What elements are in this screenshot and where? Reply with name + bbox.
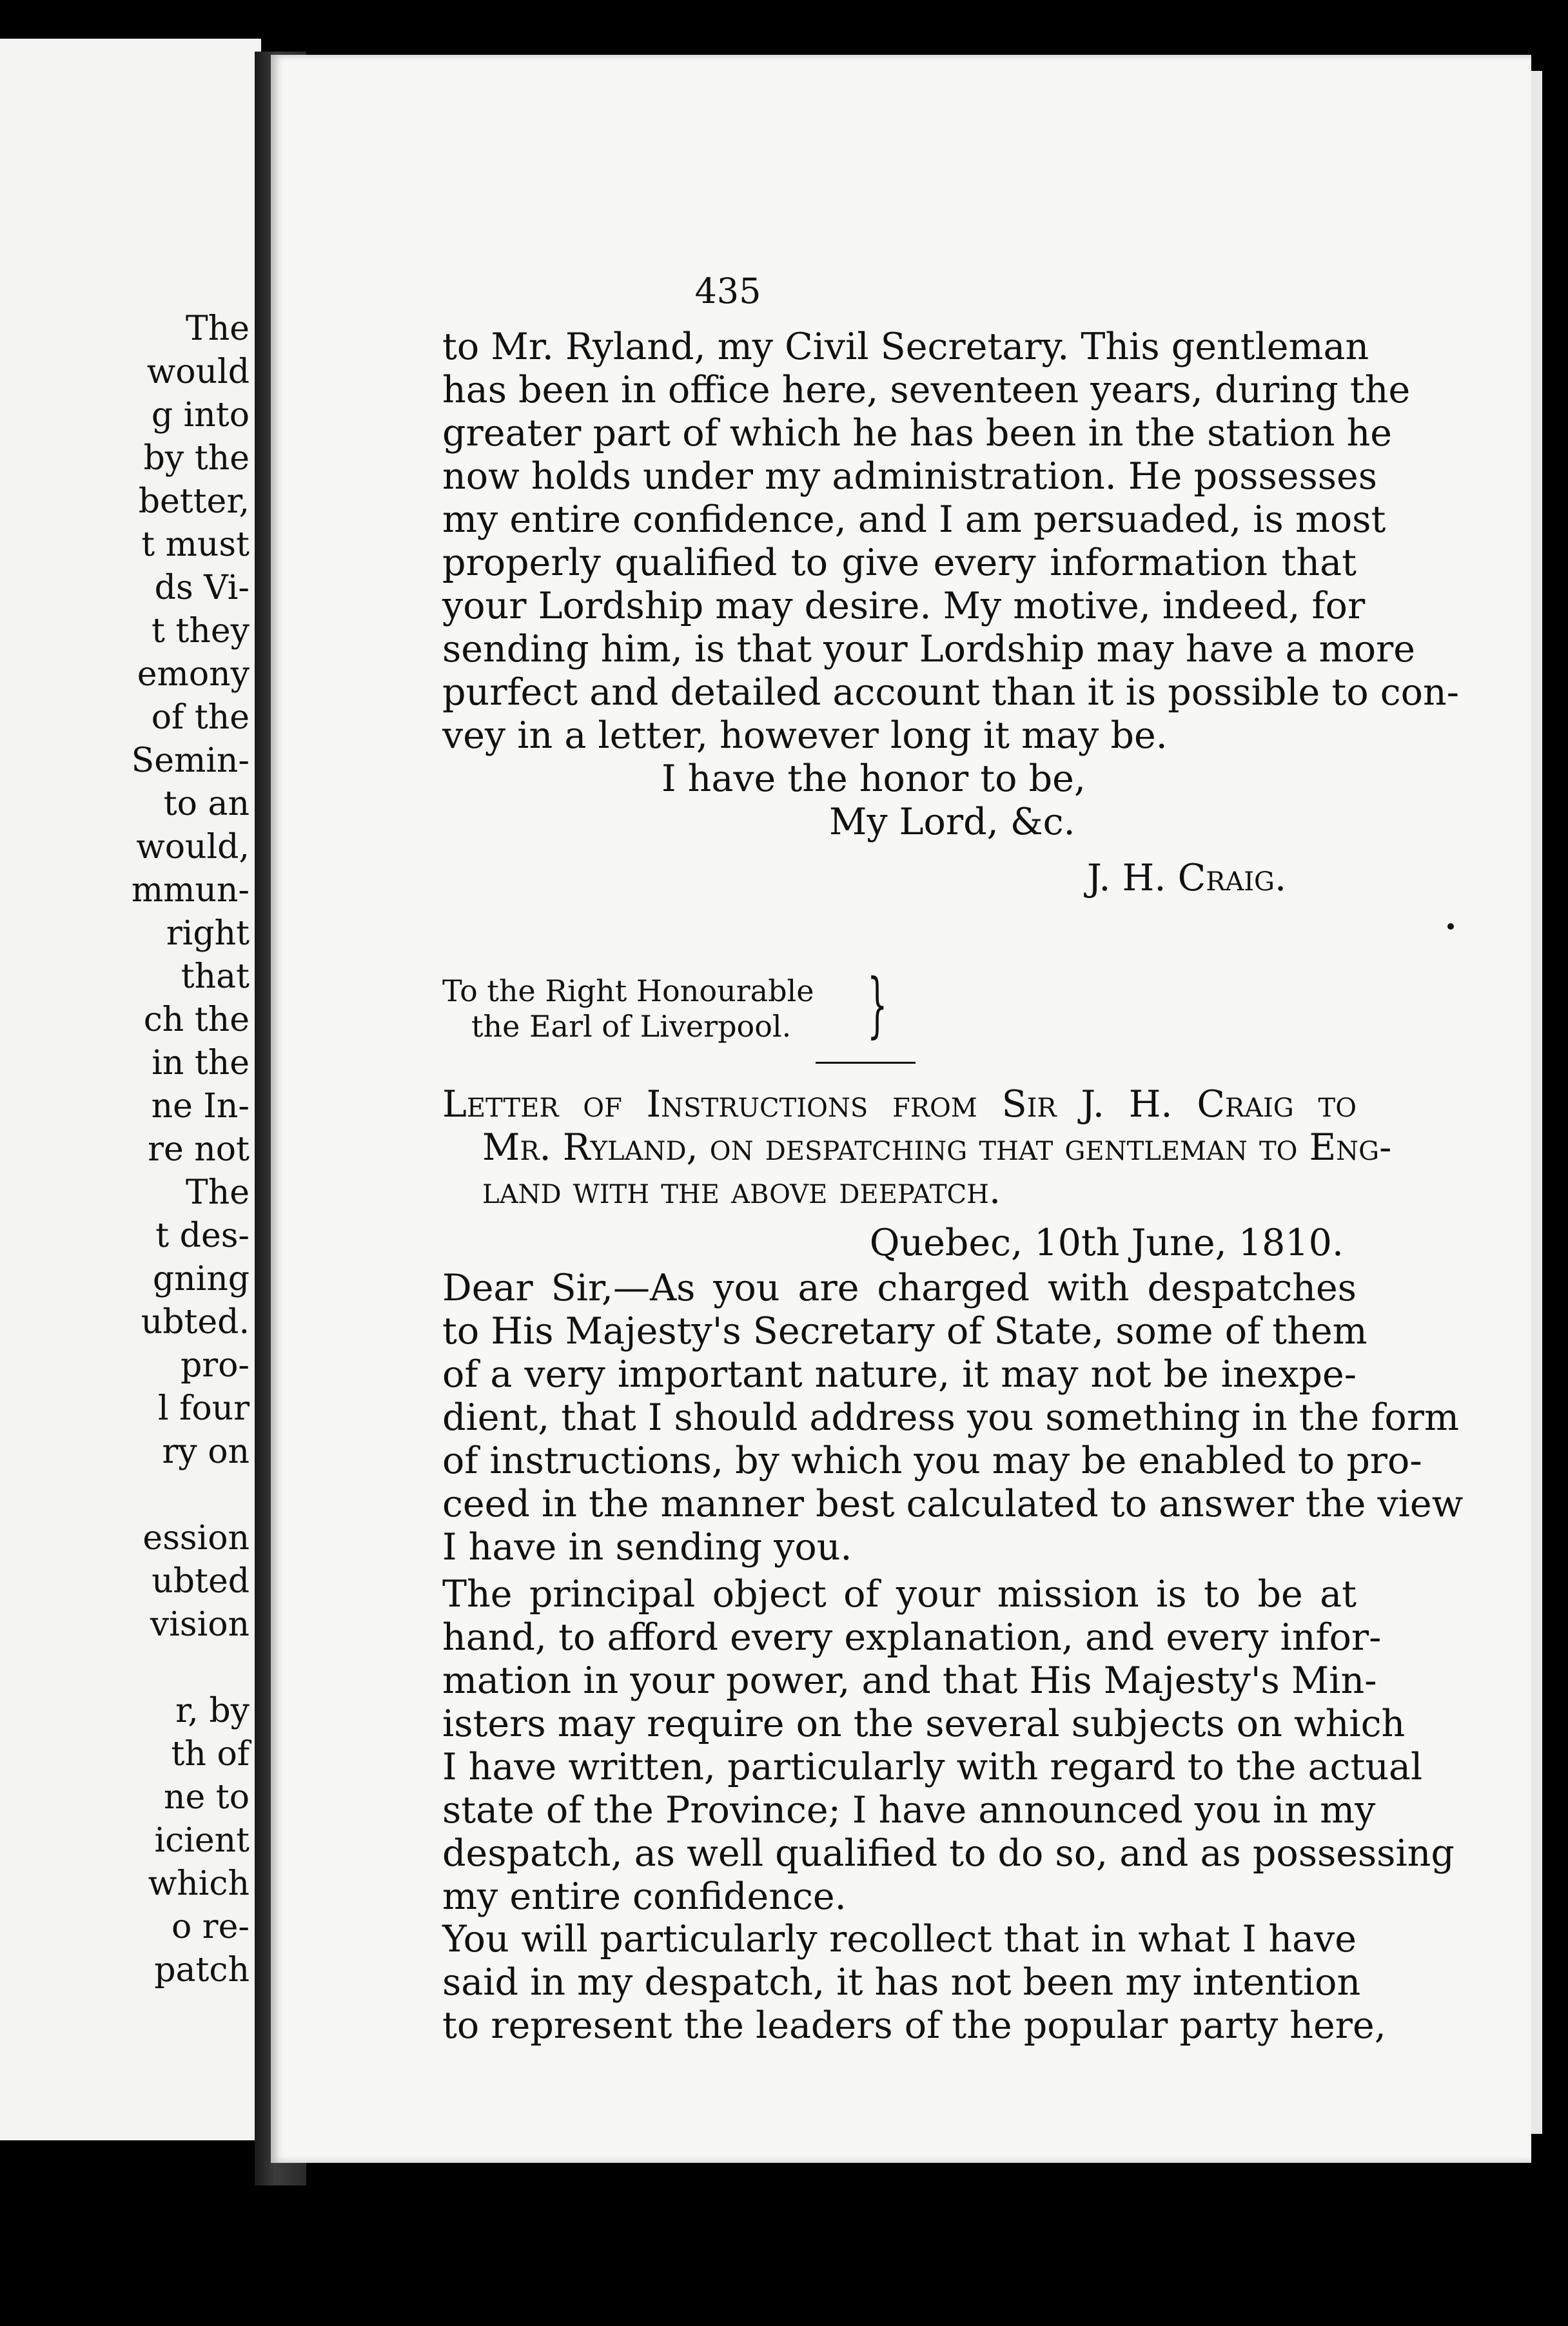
left-page-fragment: ession (142, 1519, 250, 1558)
para1-line: properly qualified to give every information that (442, 542, 1357, 584)
left-page-fragment: t des- (155, 1217, 250, 1255)
ink-dot (1447, 923, 1454, 930)
left-page-fragment: ne to (164, 1778, 250, 1817)
left-page-fragment: of the (151, 698, 250, 737)
left-page-fragment: by the (143, 439, 250, 478)
left-page-fragment: ne In- (151, 1087, 250, 1126)
salutation: My Lord, &c. (829, 801, 1075, 843)
para3-line: mation in your power, and that His Majesty's Min- (442, 1659, 1377, 1702)
brace-glyph: } (867, 963, 888, 1046)
para2-line: of a very important nature, it may not be inexpe- (442, 1353, 1357, 1396)
para3-line: despatch, as well qualified to do so, and as possessing (442, 1832, 1455, 1875)
paragraph-3 (442, 1573, 1455, 1919)
left-page-fragment: ch the (143, 1001, 250, 1039)
left-page-fragment: o re- (171, 1908, 250, 1946)
para3-line: hand, to afford every explanation, and every infor- (442, 1616, 1382, 1659)
left-page-fragment: emony (137, 655, 250, 694)
para2-line: Dear Sir,—As you are charged with despatches (442, 1267, 1357, 1309)
para2-line: of instructions, by which you may be enabled to pro- (442, 1440, 1422, 1482)
heading-line: land with the above deepatch. (482, 1169, 1001, 1212)
book-page (271, 55, 1531, 2163)
para4-line: said in my despatch, it has not been my intention (442, 1961, 1361, 2004)
letter-heading (442, 1083, 1392, 1213)
left-page-fragment: pro- (180, 1346, 250, 1385)
left-page-fragment: The (186, 309, 250, 348)
left-page-fragment: t they (152, 612, 250, 650)
left-page-fragment: ubted. (141, 1303, 250, 1342)
left-page-fragment: The (186, 1173, 250, 1212)
addressee-line-1: To the Right Honourable (442, 973, 814, 1008)
left-page-fragment: better, (138, 482, 250, 521)
para1-line: now holds under my administration. He possesses (442, 455, 1377, 498)
left-page-fragment: l four (157, 1389, 250, 1428)
para3-line: The principal object of your mission is to be at (442, 1573, 1357, 1616)
para3-line: my entire confidence. (442, 1875, 847, 1918)
left-page-fragment: ubted (152, 1562, 250, 1601)
para3-line: I have written, particularly with regard to the actual (442, 1746, 1423, 1788)
para2-line: ceed in the manner best calculated to answer the view (442, 1483, 1464, 1525)
left-page-fragment: t must (141, 525, 250, 564)
paragraph-4 (442, 1918, 1386, 2047)
left-page-fragment: Semin- (131, 741, 250, 780)
left-page-fragment: gning (152, 1260, 250, 1298)
left-page-fragment: r, by (175, 1692, 250, 1730)
left-page-fragment: re not (148, 1130, 250, 1169)
closing-line: I have the honor to be, (662, 757, 1086, 800)
para2-line: to His Majesty's Secretary of State, some of them (442, 1310, 1367, 1353)
closing-block (442, 757, 1357, 900)
para3-line: state of the Province; I have announced you in my (442, 1789, 1376, 1832)
left-page-fragment: icient (154, 1821, 250, 1860)
para4-line: to represent the leaders of the popular party here, (442, 2004, 1386, 2047)
section-rule (816, 1062, 916, 1064)
left-page-fragment: would (146, 353, 250, 391)
facing-page (0, 39, 261, 2140)
left-page-fragment: ds Vi- (154, 569, 250, 607)
left-page-fragment: to an (163, 785, 250, 823)
para2-line: dient, that I should address you something in the form (442, 1396, 1460, 1439)
signature: J. H. Craig. (1087, 857, 1287, 899)
para2-line: I have in sending you. (442, 1526, 852, 1569)
left-page-fragment: in the (152, 1044, 250, 1082)
left-page-fragment: patch (154, 1951, 250, 1989)
page-number: 435 (694, 271, 761, 311)
para1-line: my entire confidence, and I am persuaded, is most (442, 498, 1386, 541)
para1-line: purfect and detailed account than it is possible to con- (442, 671, 1459, 714)
para1-line: your Lordship may desire. My motive, indeed, for (442, 585, 1366, 627)
dateline: Quebec, 10th June, 1810. (869, 1222, 1344, 1264)
para1-line: to Mr. Ryland, my Civil Secretary. This gentleman (442, 326, 1369, 368)
heading-line: Mr. Ryland, on despatching that gentleman to Eng- (482, 1126, 1392, 1169)
heading-line: Letter of Instructions from Sir J. H. Craig to (442, 1083, 1357, 1126)
paragraph-2 (442, 1267, 1464, 1569)
para3-line: isters may require on the several subjects on which (442, 1703, 1406, 1745)
paragraph-1 (442, 326, 1459, 757)
left-page-fragment: g into (151, 396, 250, 435)
left-page-fragment: which (148, 1864, 250, 1903)
para1-line: greater part of which he has been in the station he (442, 412, 1393, 454)
para1-line: vey in a letter, however long it may be. (442, 714, 1168, 757)
left-page-fragment: vision (150, 1605, 250, 1644)
left-page-fragment: th of (171, 1735, 250, 1774)
left-page-fragment: mmun- (131, 871, 250, 910)
para1-line: has been in office here, seventeen years, during the (442, 369, 1411, 411)
para4-line: You will particularly recollect that in what I have (442, 1918, 1357, 1960)
left-page-fragment: right (166, 914, 250, 953)
dateline-block (442, 1222, 1357, 1265)
addressee-line-2: the Earl of Liverpool. (471, 1009, 792, 1044)
left-page-fragment: would, (136, 828, 250, 866)
left-page-fragment: ry on (162, 1432, 250, 1471)
para1-line: sending him, is that your Lordship may have a more (442, 628, 1416, 670)
addressee (442, 973, 814, 1044)
left-page-fragment: that (181, 957, 250, 996)
